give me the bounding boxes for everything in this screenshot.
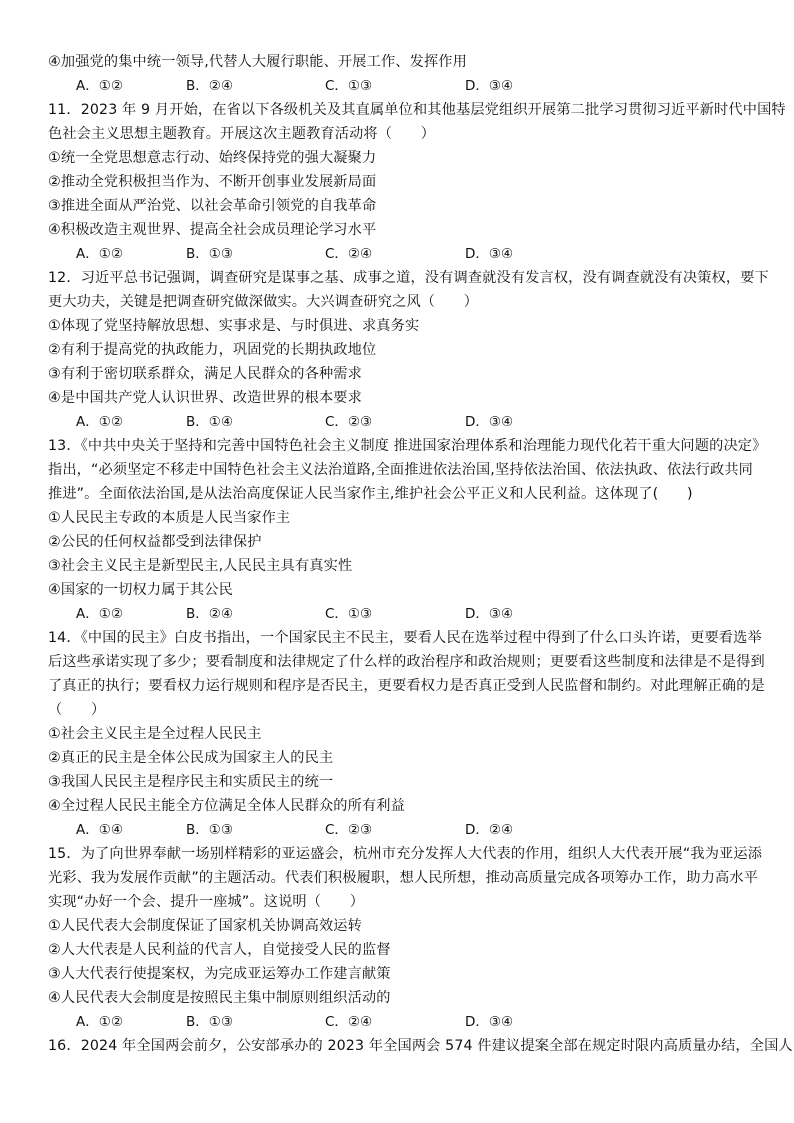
q12-stem-line-2: 更大功夫，关键是把调查研究做深做实。大兴调查研究之风（ ）	[48, 294, 479, 310]
q13-options	[76, 604, 636, 624]
q14-option-b: B．①③	[186, 822, 233, 838]
q15-options	[76, 1012, 636, 1032]
q14-stem-line-3: 了真正的执行；要看权力运行规则和程序是否民主，更要看权力是否真正受到人民监督和制约。对此理解正确的是	[48, 678, 765, 694]
q12-options	[76, 412, 636, 432]
q14-statement-2: ②真正的民主是全体公民成为国家主人的民主	[48, 750, 334, 766]
q13-option-c: C．①③	[325, 606, 373, 622]
q12-statement-4: ④是中国共产党人认识世界、改造世界的根本要求	[48, 390, 362, 406]
q11-option-b: B．①③	[186, 246, 233, 262]
q13-statement-3: ③社会主义民主是新型民主,人民民主具有真实性	[48, 558, 353, 574]
q13-statement-1: ①人民民主专政的本质是人民当家作主	[48, 510, 291, 526]
q13-stem-line-1: 13．《中共中央关于坚持和完善中国特色社会主义制度 推进国家治理体系和治理能力现代化若干重大问题的决定》	[48, 438, 767, 454]
q14-statement-3: ③我国人民民主是程序民主和实质民主的统一	[48, 774, 334, 790]
q14-option-a: A．①④	[76, 822, 123, 838]
q13-statement-2: ②公民的任何权益都受到法律保护	[48, 534, 262, 550]
q15-stem-line-3: 实现“办好一个会、提升一座城”。这说明（ ）	[48, 894, 365, 910]
q15-statement-2: ②人大代表是人民利益的代言人，自觉接受人民的监督	[48, 942, 391, 958]
q10-option-c: C．①③	[325, 78, 373, 94]
q11-option-a: A．①②	[76, 246, 123, 262]
q14-statement-4: ④全过程人民民主能全方位满足全体人民群众的所有利益	[48, 798, 405, 814]
q12-statement-3: ③有利于密切联系群众，满足人民群众的各种需求	[48, 366, 362, 382]
q14-option-c: C．②③	[325, 822, 373, 838]
q13-statement-4: ④国家的一切权力属于其公民	[48, 582, 233, 598]
q15-option-b: B．①③	[186, 1014, 233, 1030]
q11-statement-4: ④积极改造主观世界、提高全社会成员理论学习水平	[48, 222, 377, 238]
q12-stem-line-1: 12．习近平总书记强调，调查研究是谋事之基、成事之道，没有调查就没有发言权，没有调查就没有决策权，要下	[48, 270, 769, 286]
q12-statement-1: ①体现了党坚持解放思想、实事求是、与时俱进、求真务实	[48, 318, 420, 334]
q13-stem-line-2: 指出，“必须坚定不移走中国特色社会主义法治道路,全面推进依法治国,坚持依法治国、依法执政、依法行政共同	[48, 462, 754, 478]
q11-statement-1: ①统一全党思想意志行动、始终保持党的强大凝聚力	[48, 150, 377, 166]
q13-option-b: B．②④	[186, 606, 233, 622]
q10-option-b: B．②④	[186, 78, 233, 94]
q11-statement-2: ②推动全党积极担当作为、不断开创事业发展新局面	[48, 174, 377, 190]
q11-statement-3: ③推进全面从严治党、以社会革命引领党的自我革命	[48, 198, 377, 214]
q11-stem-line-1: 11．2023 年 9 月开始，在省以下各级机关及其直属单位和其他基层党组织开展第二批学习贯彻习近平新时代中国特	[48, 102, 786, 118]
q11-option-d: D．③④	[465, 246, 514, 262]
q13-stem-line-3: 推进”。全面依法治国,是从法治高度保证人民当家作主,维护社会公平正义和人民利益。这体现了( )	[48, 486, 693, 502]
q15-option-d: D．③④	[465, 1014, 514, 1030]
q14-option-d: D．②④	[465, 822, 514, 838]
q15-option-c: C．②④	[325, 1014, 373, 1030]
q11-options	[76, 244, 636, 264]
q12-option-c: C．②③	[325, 414, 373, 430]
q11-stem-line-2: 色社会主义思想主题教育。开展这次主题教育活动将（ ）	[48, 126, 436, 142]
q10-statement-4: ④加强党的集中统一领导,代替人大履行职能、开展工作、发挥作用	[48, 54, 467, 70]
q10-option-d: D．③④	[465, 78, 514, 94]
q13-option-a: A．①②	[76, 606, 123, 622]
q13-option-d: D．③④	[465, 606, 514, 622]
q10-options	[76, 76, 636, 96]
q12-statement-2: ②有利于提高党的执政能力，巩固党的长期执政地位	[48, 342, 377, 358]
q15-statement-1: ①人民代表大会制度保证了国家机关协调高效运转	[48, 918, 362, 934]
q15-stem-line-1: 15．为了向世界奉献一场别样精彩的亚运盛会，杭州市充分发挥人大代表的作用，组织人大代表开展“我为亚运添	[48, 846, 763, 862]
q12-option-d: D．③④	[465, 414, 514, 430]
q14-stem-line-1: 14．《中国的民主》白皮书指出，一个国家民主不民主，要看人民在选举过程中得到了什么口头许诺，更要看选举	[48, 630, 762, 646]
q12-option-b: B．①④	[186, 414, 233, 430]
q14-stem-line-4: （ ）	[48, 702, 106, 718]
q14-options	[76, 820, 636, 840]
q11-option-c: C．②④	[325, 246, 373, 262]
q15-statement-3: ③人大代表行使提案权，为完成亚运筹办工作建言献策	[48, 966, 391, 982]
q10-option-a: A．①②	[76, 78, 123, 94]
q15-option-a: A．①②	[76, 1014, 123, 1030]
q14-statement-1: ①社会主义民主是全过程人民民主	[48, 726, 262, 742]
q16-stem-line-1: 16．2024 年全国两会前夕，公安部承办的 2023 年全国两会 574 件建议提案全部在规定时限内高质量办结，全国人	[48, 1038, 793, 1054]
q14-stem-line-2: 后这些承诺实现了多少；要看制度和法律规定了什么样的政治程序和政治规则；更要看这些制度和法律是不是得到	[48, 654, 765, 670]
q12-option-a: A．①②	[76, 414, 123, 430]
q15-stem-line-2: 光彩、我为发展作贡献”的主题活动。代表们积极履职，想人民所想，推动高质量完成各项筹办工作，助力高水平	[48, 870, 759, 886]
q15-statement-4: ④人民代表大会制度是按照民主集中制原则组织活动的	[48, 990, 391, 1006]
